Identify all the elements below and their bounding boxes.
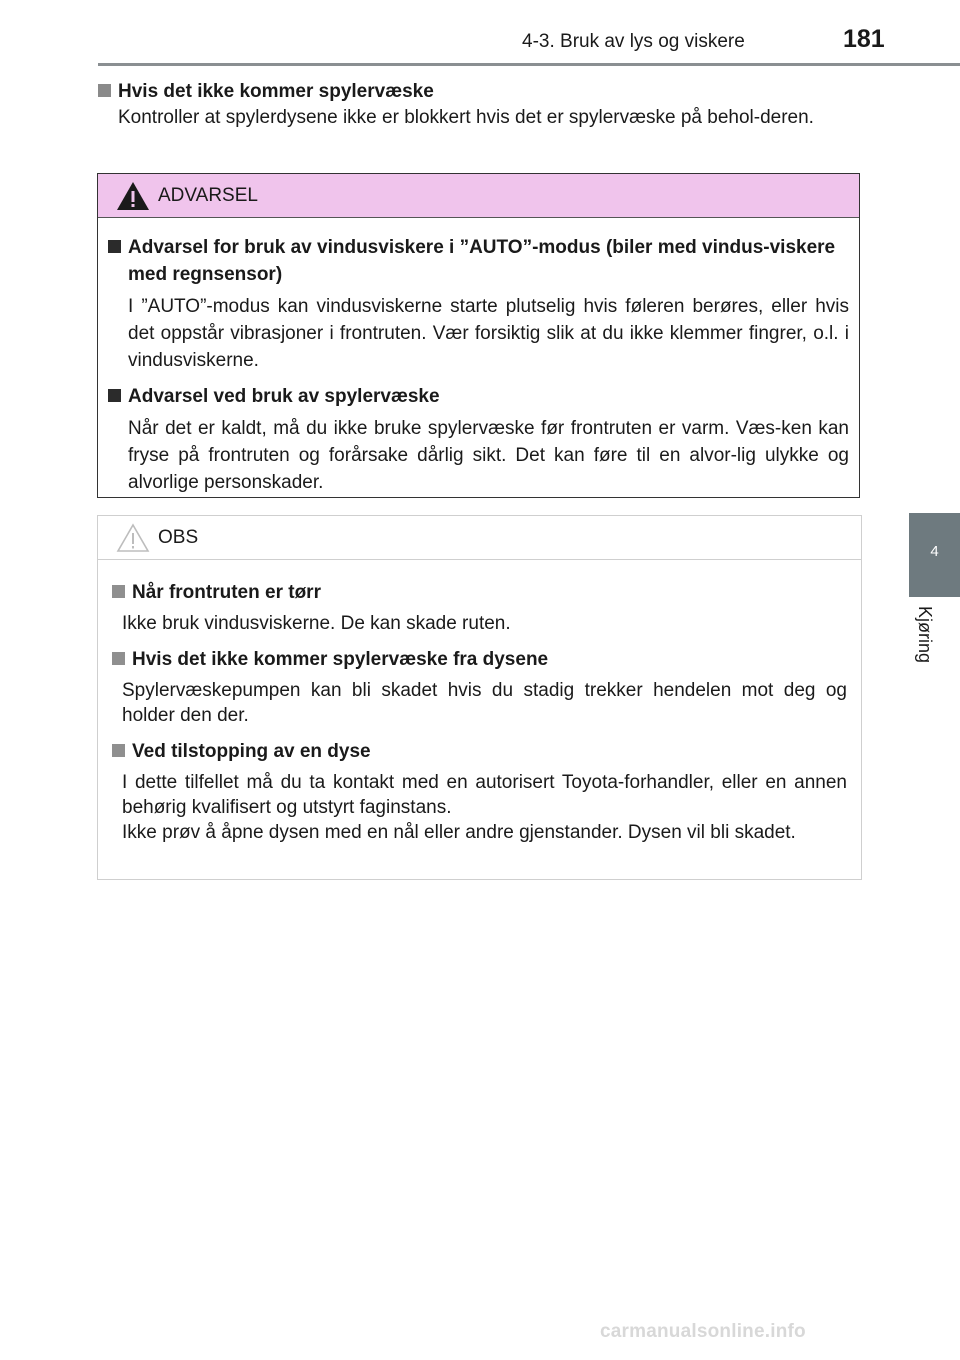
caution-box-title: OBS: [158, 527, 199, 548]
caution-item-text-2: Ikke prøv å åpne dysen med en nål eller andre gjenstander. Dysen vil bli skadet.: [122, 822, 796, 843]
warning-item-heading-text: Advarsel ved bruk av spylervæske: [128, 386, 440, 407]
warning-box-header: [98, 174, 859, 218]
warning-item-heading: [108, 383, 849, 410]
caution-item: [112, 647, 847, 728]
intro-section: [98, 79, 858, 130]
warning-item: [108, 234, 849, 374]
warning-box-title: ADVARSEL: [158, 185, 258, 206]
chapter-tab[interactable]: [909, 513, 960, 597]
chapter-number: 4: [930, 543, 939, 560]
caution-box: [97, 515, 862, 880]
caution-item-heading: [112, 647, 847, 672]
section-title: 4-3. Bruk av lys og viskere: [522, 31, 745, 52]
page-number: 181: [843, 25, 885, 53]
warning-item-text: Når det er kaldt, må du ikke bruke spylervæske før frontruten er varm. Væs-ken kan fryse på frontruten og forårsake dårlig sikt. Det kan føre til en alvor-lig ulykke og alvorlige personskader.: [128, 418, 849, 493]
page-header: [0, 0, 960, 64]
caution-box-body: [98, 560, 861, 845]
caution-item-heading-text: Hvis det ikke kommer spylervæske fra dysene: [132, 649, 549, 670]
caution-item-text: Spylervæskepumpen kan bli skadet hvis du stadig trekker hendelen mot deg og holder den der.: [122, 680, 847, 726]
intro-text: Kontroller at spylerdysene ikke er blokkert hvis det er spylervæske på behol-deren.: [118, 107, 814, 128]
square-bullet-icon: [112, 652, 125, 665]
caution-item-text: I dette tilfellet må du ta kontakt med en autorisert Toyota-forhandler, eller en annen behørig kvalifisert og utstyrt faginstans.: [122, 772, 847, 818]
caution-item: [112, 739, 847, 845]
warning-item-heading-text: Advarsel for bruk av vindusviskere i ”AUTO”-modus (biler med vindus-viskere med regnsensor): [128, 237, 836, 285]
square-bullet-icon: [108, 389, 121, 402]
header-rule: [98, 63, 960, 66]
warning-box: [97, 173, 860, 498]
caution-item-heading-text: Når frontruten er tørr: [132, 582, 321, 603]
warning-item-heading: [108, 234, 849, 288]
square-bullet-icon: [98, 84, 111, 97]
caution-item: [112, 580, 847, 636]
intro-heading: [98, 79, 858, 105]
caution-triangle-outline-icon: [116, 523, 150, 553]
warning-triangle-icon: [116, 181, 150, 211]
square-bullet-icon: [108, 240, 121, 253]
chapter-label: Kjøring: [915, 606, 935, 664]
caution-item-heading-text: Ved tilstopping av en dyse: [132, 741, 371, 762]
square-bullet-icon: [112, 744, 125, 757]
caution-item-heading: [112, 580, 847, 605]
square-bullet-icon: [112, 585, 125, 598]
caution-item-text: Ikke bruk vindusviskerne. De kan skade ruten.: [122, 613, 511, 634]
intro-heading-text: Hvis det ikke kommer spylervæske: [118, 81, 434, 102]
watermark: carmanualsonline.info: [600, 1321, 806, 1342]
warning-box-body: [98, 218, 859, 496]
caution-box-header: [98, 516, 861, 560]
warning-item: [108, 383, 849, 496]
warning-item-text: I ”AUTO”-modus kan vindusviskerne starte plutselig hvis føleren berøres, eller hvis det oppstår vibrasjoner i frontruten. Vær forsiktig slik at du ikke klemmer fingrer, o.l. i vindusviskerne.: [128, 296, 849, 371]
caution-item-heading: [112, 739, 847, 764]
